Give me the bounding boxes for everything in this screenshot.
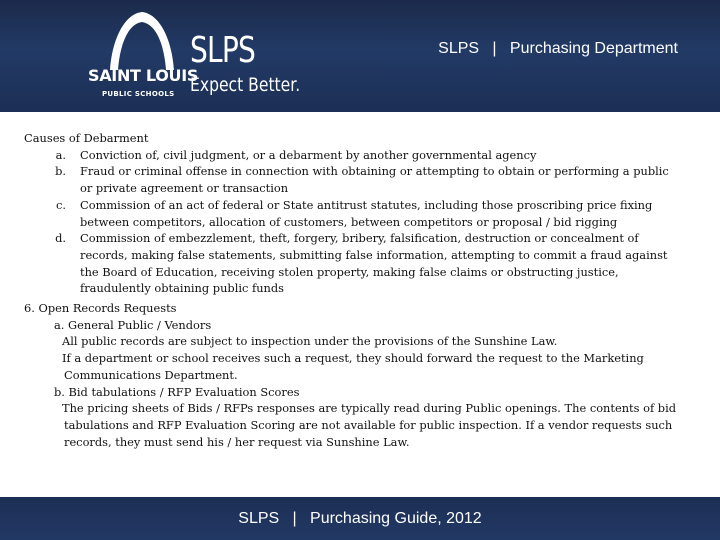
section-title-debarment: Causes of Debarment [24,131,149,145]
footer-text: SLPS | Purchasing Guide, 2012 [238,510,482,527]
list-item-text: Commission of an act of federal or State antitrust statutes, including those proscribing price fixing between competitors, allocation of customers, between competitors or proposal / bid rigging [80,197,653,229]
logo-name: SAINT LOUIS [88,66,199,85]
debarment-list [24,147,684,297]
slide-content [24,130,684,450]
subsection-body [24,333,684,383]
paragraph: All public records are subject to inspection under the provisions of the Sunshine Law. [62,334,558,349]
section-title-open-records: 6. Open Records Requests [24,301,177,316]
list-item [24,147,684,164]
logo-acronym: SLPS [190,30,256,71]
subsection-body [24,400,684,450]
list-item [24,230,684,297]
list-item-text: Fraud or criminal offense in connection with obtaining or attempting to obtain or performing a public or private agreement or transaction [80,164,669,196]
subsection-bid-tabulations [24,384,684,401]
list-marker: c. [55,197,66,212]
list-item [24,163,684,196]
list-marker: b. [55,164,66,179]
list-item-text: Conviction of, civil judgment, or a debarment by another governmental agency [80,147,537,162]
paragraph: If a department or school receives such a request, they should forward the request to the Marketing Communications Department. [62,351,644,382]
subsection-title: b. Bid tabulations / RFP Evaluation Scores [54,384,300,399]
header-banner [0,0,720,112]
list-marker: a. [55,147,66,162]
list-item [24,197,684,230]
footer-bar [0,497,720,540]
header-title: SLPS | Purchasing Department [438,40,678,57]
list-marker: d. [55,231,66,246]
gateway-arch-icon [106,10,178,70]
slps-logo [84,10,301,102]
subsection-general-public [24,317,684,334]
subsection-title: a. General Public / Vendors [54,317,212,332]
paragraph: The pricing sheets of Bids / RFPs responses are typically read during Public openings. The contents of bid tabulations and RFP Evaluation Scoring are not available for public inspection. If a vendor requests such records, they must send his / her request via Sunshine Law. [62,401,677,449]
logo-tagline: Expect Better. [190,74,301,96]
logo-subname: PUBLIC SCHOOLS [102,90,175,98]
list-item-text: Commission of embezzlement, theft, forgery, bribery, falsification, destruction or concealment of records, making false statements, submitting false information, attempting to commit a fraud against the Board of Education, receiving stolen property, making false claims or obstructing justice, fraudulently obtaining public funds [80,231,668,296]
